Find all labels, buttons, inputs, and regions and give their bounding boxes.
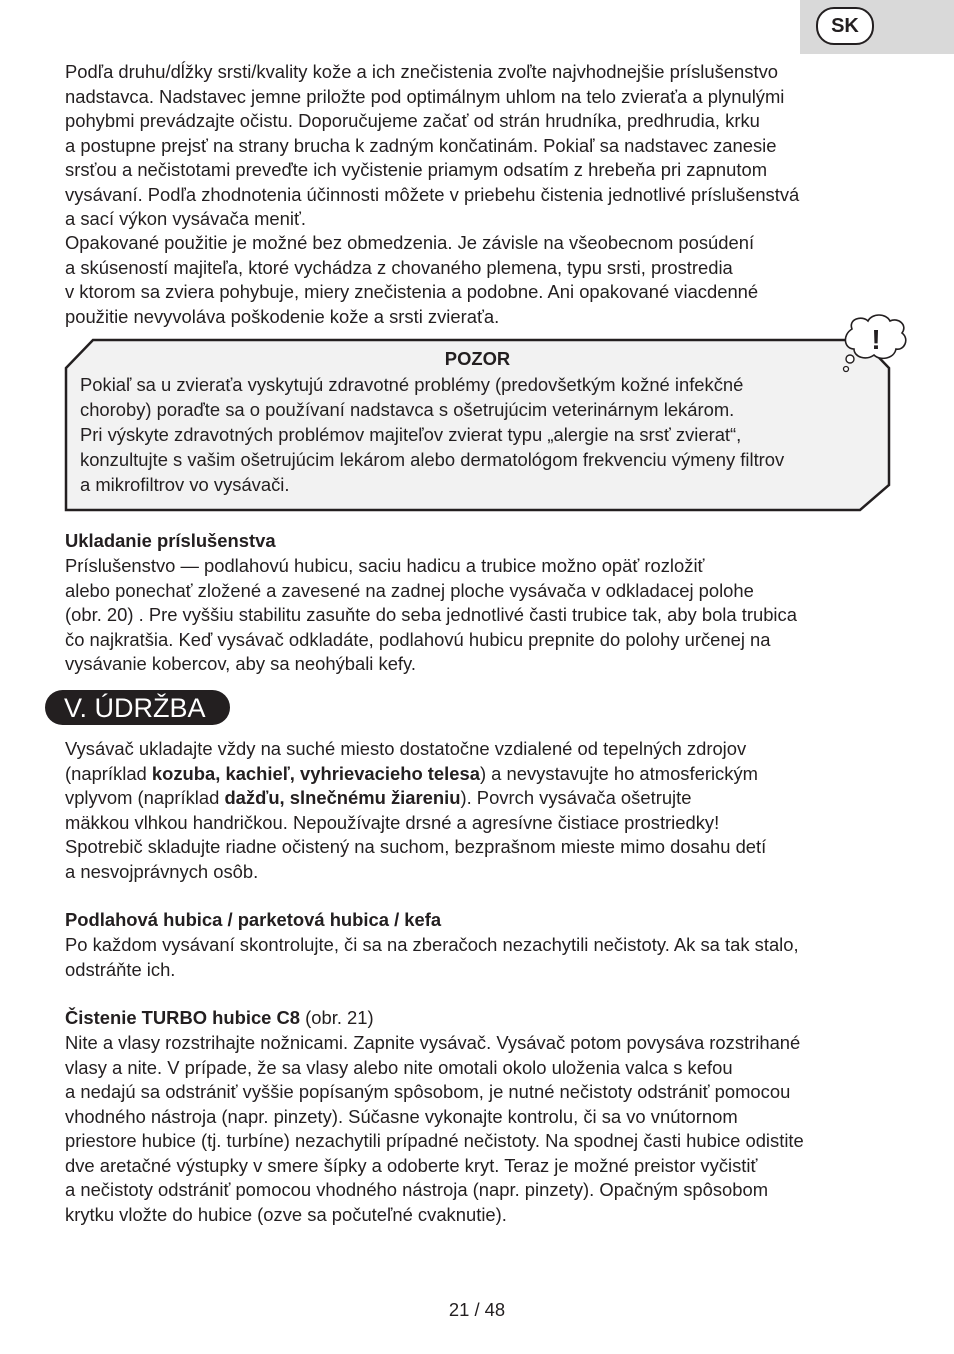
maintenance-line-2a: (napríklad: [65, 762, 152, 784]
exclamation-cloud-icon: [838, 313, 910, 375]
floor-nozzle-text: Po každom vysávaní skontrolujte, či sa na zberačoch nezachytili nečistoty. Ak sa tak stalo, odstráňte ich.: [65, 934, 799, 980]
maintenance-line-2b: kozuba, kachieľ, vyhrievacieho telesa: [151, 762, 480, 784]
exclamation-mark: !: [871, 324, 881, 355]
language-tab: [800, 0, 954, 54]
warning-box: [60, 338, 895, 514]
turbo-heading: Čistenie TURBO hubice C8: [65, 1007, 301, 1028]
intro-paragraph-2: Opakované použitie je možné bez obmedzenia. Je závisle na všeobecnom posúdení a skúseností majiteľa, ktoré vychádza z chovaného plemena, typu srsti, prostredia v ktorom sa zviera pohybuje, miery znečistenia a podobne. Ani opakované viacdenné použitie nevyvoláva poškodenie kože a srsti zvieraťa.: [65, 232, 759, 327]
maintenance-line-2c: ) a nevystavujte ho atmosferickým: [479, 762, 758, 784]
turbo-text: Nite a vlasy rozstrihajte nožnicami. Zapnite vysávač. Vysávač potom povysáva rozstrihané vlasy a nite. V prípade, že sa vlasy alebo nite omotali okolo uloženia valca s kefou a nedajú sa odstrániť vyššie popísaným spôsobom, je nutné nečistoty odstrániť pomocou vhodného nástroja (napr. pinzety). Súčasne vykonajte kontrolu, či sa vo vnútornom priestore hubice (tj. turbíne) nezachytili prípadné nečistoty. Na spodnej časti hubice odistite dve aretačné výstupky v smere šípky a odoberte kryt. Teraz je možné preistor vyčistiť a nečistoty odstrániť pomocou vhodného nástroja (napr. pinzety). Opačným spôsobom krytku vložte do hubice (ozve sa počuteľné cvaknutie).: [65, 1032, 804, 1225]
section-heading-maintenance: V. ÚDRŽBA: [45, 690, 230, 725]
maintenance-line-3a: vplyvom (napríklad: [65, 787, 225, 808]
intro-paragraph-1: Podľa druhu/dĺžky srsti/kvality kože a ich znečistenia zvoľte najvhodnejšie príslušenstvo nadstavca. Nadstavec jemne priložte pod optimálnym uhlom na telo zvieraťa a plynulými pohybmi prevádzajte očistu. Doporučujeme začať od strán hrudníka, predhrudia, krku a postupne prejsť na strany brucha k zadným končatinám. Pokiaľ sa nadstavec zanesie srsťou a nečistotami preveďte ich vyčistenie priamym odsatím z hrebeňa pri zapnutom vysávaní. Podľa zhodnotenia účinnosti môžete v priebehu čistenia jednotlivé príslušenstvá a sací výkon vysávača meniť.: [65, 61, 800, 229]
warning-text: Pokiaľ sa u zvieraťa vyskytujú zdravotné problémy (predovšetkým kožné infekčné choroby) poraďte sa o používaní nadstavca s ošetrujúcim veterinárnym lekárom. Pri výskyte zdravotných problémov majiteľov zvierat typu „alergie na srsť zvierat“, konzultujte s vašim ošetrujúcim lekárom alebo dermatológom frekvenciu výmeny filtrov a mikrofiltrov vo vysávači.: [80, 374, 785, 495]
page-number: 21 / 48: [448, 1299, 506, 1320]
maintenance-text: [65, 737, 895, 884]
maintenance-line-3b: dažďu, slnečnému žiareniu: [224, 787, 461, 808]
maintenance-rest: mäkkou vlhkou handričkou. Nepoužívajte drsné a agresívne čistiace prostriedky! Spotrebič skladujte riadne očistený na suchom, bezprašnom mieste mimo dosahu detí a nesvojprávnych osôb.: [65, 811, 767, 882]
turbo-heading-line: [65, 1006, 895, 1031]
floor-nozzle-heading: Podlahová hubica / parketová hubica / kefa: [65, 909, 442, 930]
storage-text: Príslušenstvo — podlahovú hubicu, saciu hadicu a trubice možno opäť rozložiť alebo ponechať zložené a zavesené na zadnej ploche vysávača v odkladacej polohe (obr. 20) . Pre vyššiu stabilitu zasuňte do seba jednotlivé časti trubice tak, aby bola trubica čo najkratšia. Keď vysávač odkladáte, podlahovú hubicu prepnite do polohy určenej na vysávanie kobercov, aby sa neohýbali kefy.: [65, 555, 797, 674]
language-badge: SK: [816, 7, 874, 45]
storage-heading: Ukladanie príslušenstva: [65, 530, 276, 551]
turbo-heading-suffix: (obr. 21): [300, 1007, 374, 1028]
maintenance-line-1: Vysávač ukladajte vždy na suché miesto dostatočne vzdialené od tepelných zdrojov: [65, 738, 747, 759]
warning-title: POZOR: [444, 348, 511, 369]
maintenance-line-3c: ). Povrch vysávača ošetrujte: [460, 787, 692, 808]
